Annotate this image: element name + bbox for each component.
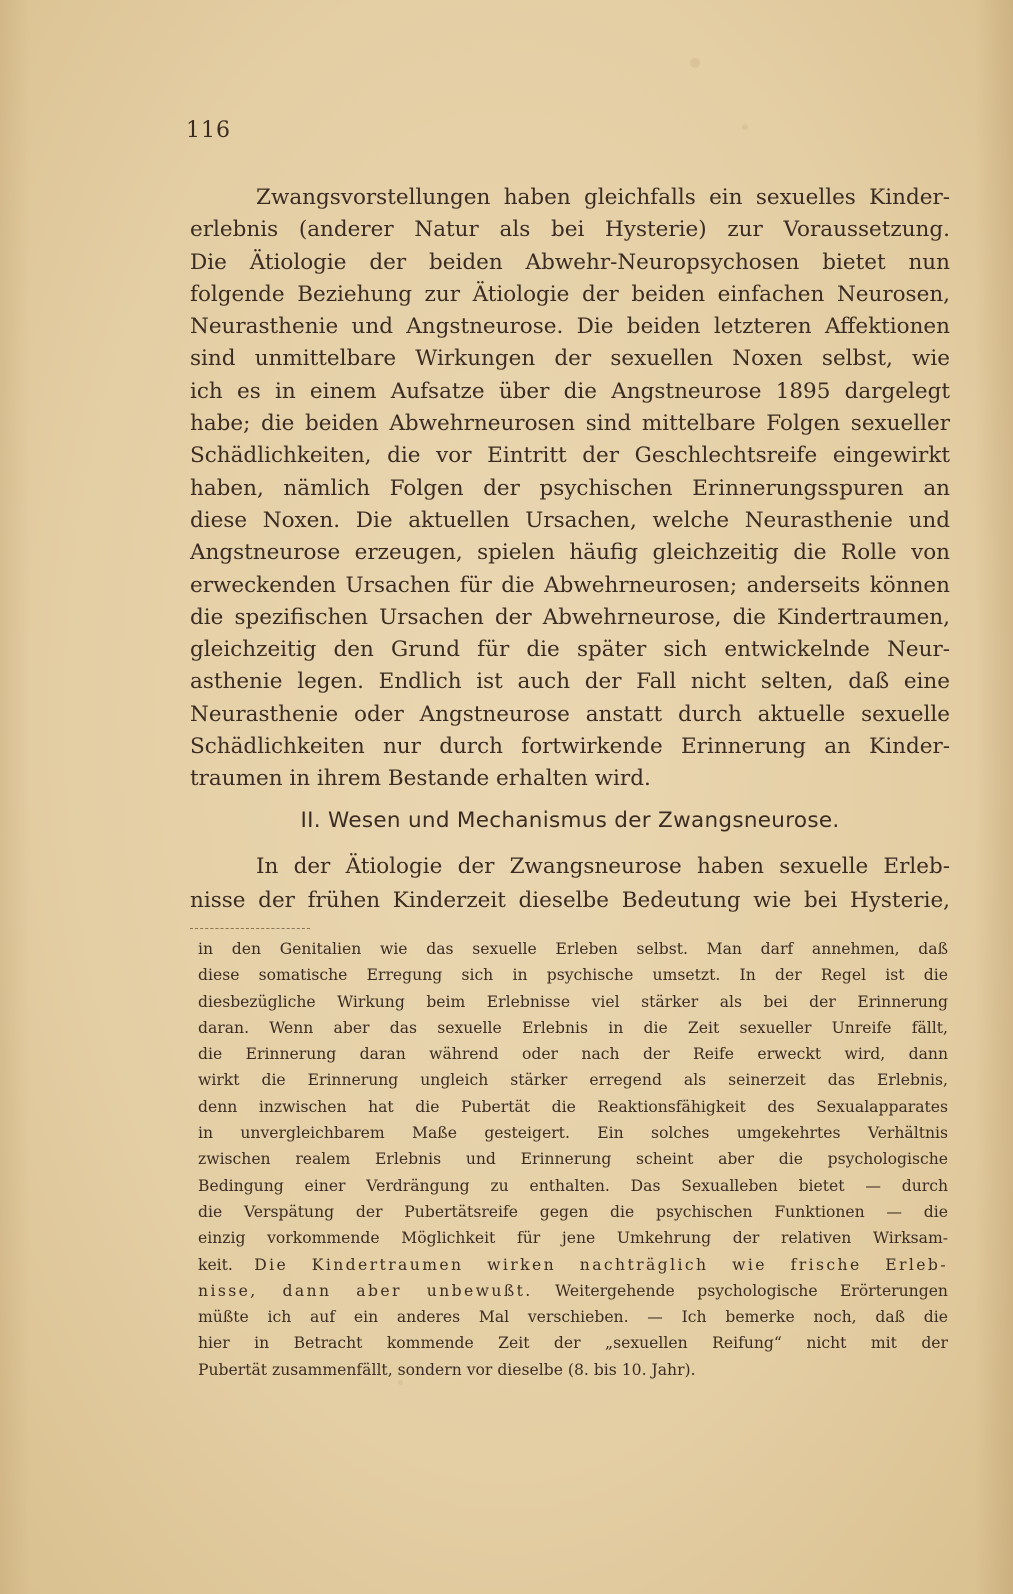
text-line: Die Ätiologie der beiden Abwehr-Neuropsychosen bietet nun xyxy=(190,249,950,275)
text-line: Schädlichkeiten nur durch fortwirkende Erinnerung an Kinder- xyxy=(190,734,950,760)
text-line: haben, nämlich Folgen der psychischen Erinnerungsspuren an xyxy=(190,475,950,501)
footnote-line: die Verspätung der Pubertätsreife gegen die psychischen Funktionen — die xyxy=(198,1202,948,1221)
footnote-line: diese somatische Erregung sich in psychische umsetzt. In der Regel ist die xyxy=(198,966,948,985)
text-line: Zwangsvorstellungen haben gleichfalls ein sexuelles Kinder- xyxy=(256,185,950,210)
footnote-emphasis: Die Kindertraumen wirken nachträglich wie frische Erleb- xyxy=(254,1255,948,1274)
text-line: Neurasthenie und Angstneurose. Die beiden letzteren Affektionen xyxy=(190,314,950,340)
section-heading: II. Wesen und Mechanismus der Zwangsneurose. xyxy=(300,808,840,833)
text-line: folgende Beziehung zur Ätiologie der beiden einfachen Neurosen, xyxy=(190,281,950,307)
text-line: erlebnis (anderer Natur als bei Hysterie) zur Voraussetzung. xyxy=(190,217,950,243)
footnote-line: daran. Wenn aber das sexuelle Erlebnis in die Zeit sexueller Unreife fällt, xyxy=(198,1018,948,1037)
text-line: sind unmittelbare Wirkungen der sexuellen Noxen selbst, wie xyxy=(190,346,950,372)
footnote-line: wirkt die Erinnerung ungleich stärker erregend als seinerzeit das Erlebnis, xyxy=(198,1071,948,1090)
footnote-line: zwischen realem Erlebnis und Erinnerung scheint aber die psychologische xyxy=(198,1150,948,1169)
footnote-fragment: keit. xyxy=(198,1255,233,1274)
text-line: ich es in einem Aufsatze über die Angstneurose 1895 dargelegt xyxy=(190,378,950,404)
page-number: 116 xyxy=(186,118,231,143)
footnote-line xyxy=(198,1252,948,1278)
text-line: Angstneurose erzeugen, spielen häufig gleichzeitig die Rolle von xyxy=(190,540,950,566)
paper-speck xyxy=(742,124,748,130)
text-line: In der Ätiologie der Zwangsneurose haben sexuelle Erleb- xyxy=(256,854,950,879)
footnote-line: einzig vorkommende Möglichkeit für jene Umkehrung der relativen Wirksam- xyxy=(198,1229,948,1248)
footnote-line: Bedingung einer Verdrängung zu enthalten. Das Sexualleben bietet — durch xyxy=(198,1176,948,1195)
text-line: erweckenden Ursachen für die Abwehrneurosen; anderseits können xyxy=(190,572,950,598)
footnote-line: denn inzwischen hat die Pubertät die Reaktionsfähigkeit des Sexualapparates xyxy=(198,1097,948,1116)
footnote-line: Pubertät zusammenfällt, sondern vor dieselbe (8. bis 10. Jahr). xyxy=(198,1360,696,1379)
footnote-emphasis: nisse, dann aber unbewußt. xyxy=(198,1281,533,1300)
text-line: die spezifischen Ursachen der Abwehrneurose, die Kindertraumen, xyxy=(190,604,950,630)
footnote-divider xyxy=(190,928,310,929)
footnote-line: müßte ich auf ein anderes Mal verschieben. — Ich bemerke noch, daß die xyxy=(198,1308,948,1327)
footnote-line: die Erinnerung daran während oder nach der Reife erweckt wird, dann xyxy=(198,1045,948,1064)
text-line: nisse der frühen Kinderzeit dieselbe Bedeutung wie bei Hysterie, xyxy=(190,888,950,913)
section-paragraph xyxy=(190,850,950,918)
footnote-line: hier in Betracht kommende Zeit der „sexuellen Reifung“ nicht mit der xyxy=(198,1334,948,1353)
footnote xyxy=(198,936,948,1383)
footnote-fragment: Weitergehende psychologische Erörterungen xyxy=(555,1281,948,1300)
footnote-line: diesbezügliche Wirkung beim Erlebnisse viel stärker als bei der Erinnerung xyxy=(198,992,948,1011)
footnote-line: in unvergleichbarem Maße gesteigert. Ein solches umgekehrtes Verhältnis xyxy=(198,1124,948,1143)
page-shadow-left xyxy=(0,0,30,1594)
text-line: diese Noxen. Die aktuellen Ursachen, welche Neurasthenie und xyxy=(190,507,950,533)
footnote-line: in den Genitalien wie das sexuelle Erleben selbst. Man darf annehmen, daß xyxy=(198,940,948,958)
text-line: habe; die beiden Abwehrneurosen sind mittelbare Folgen sexueller xyxy=(190,411,950,437)
text-line: asthenie legen. Endlich ist auch der Fall nicht selten, daß eine xyxy=(190,669,950,695)
text-line: Neurasthenie oder Angstneurose anstatt durch aktuelle sexuelle xyxy=(190,701,950,727)
text-line: Schädlichkeiten, die vor Eintritt der Geschlechtsreife eingewirkt xyxy=(190,443,950,469)
text-line: traumen in ihrem Bestande erhalten wird. xyxy=(190,766,651,792)
footnote-line xyxy=(198,1278,948,1304)
text-line: gleichzeitig den Grund für die später sich entwickelnde Neur- xyxy=(190,637,950,663)
page-shadow-right xyxy=(975,0,1013,1594)
paper-speck xyxy=(690,58,700,68)
main-paragraph xyxy=(190,182,950,796)
